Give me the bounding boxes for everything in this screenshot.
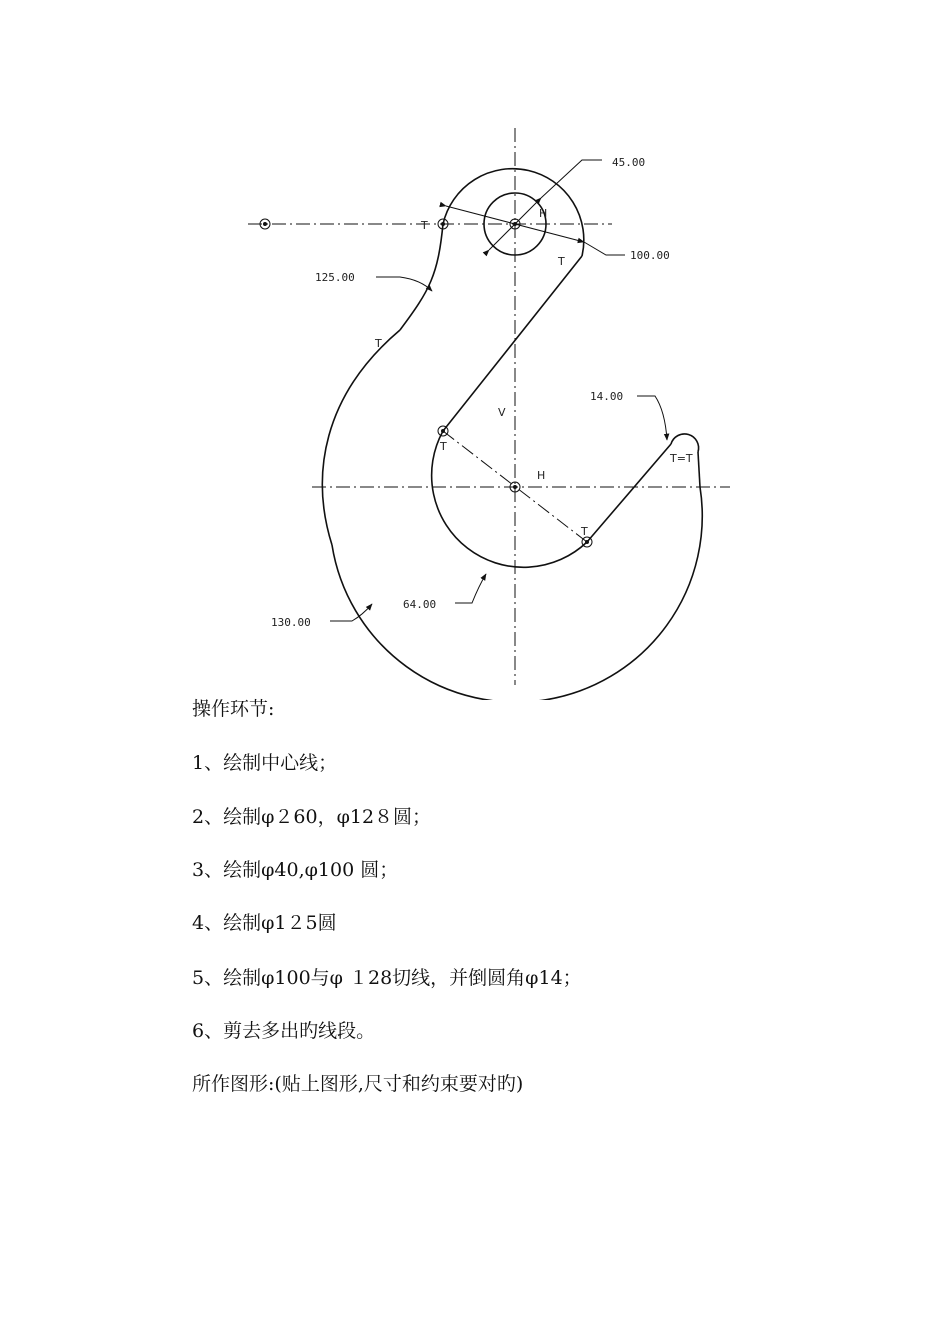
- leader-d130: [330, 604, 372, 621]
- marker-v: V: [498, 406, 506, 419]
- section-label: 操作环节:: [192, 698, 275, 720]
- marker-t-top-line: T: [558, 255, 565, 268]
- tip-fillet-r14: [671, 434, 699, 452]
- leader-d100: [584, 242, 625, 255]
- leader-d14: [637, 396, 667, 440]
- dim-label-64: 64.00: [403, 598, 437, 611]
- inner-arc-r64: [432, 431, 587, 567]
- inner-tangent-line: [587, 444, 671, 542]
- step-3: 3、绘制φ40,φ100 圆；: [192, 859, 399, 881]
- marker-h-top: H: [539, 207, 548, 220]
- marker-t-inner-left: T: [440, 440, 447, 453]
- outer-top-arc: [443, 169, 584, 256]
- marker-h-bottom: H: [537, 469, 546, 482]
- step-5: 5、绘制φ100与φ １28切线，并倒圆角φ14；: [192, 967, 582, 989]
- step-4: 4、绘制φ1２5圆: [192, 912, 337, 934]
- dim-label-125: 125.00: [315, 271, 355, 284]
- dim-label-130: 130.00: [271, 616, 311, 629]
- leader-d64: [455, 574, 486, 603]
- outer-bottom-arc-r130: [332, 487, 702, 700]
- dim-label-14: 14.00: [590, 390, 624, 403]
- marker-t-equal-t: T=T: [670, 452, 693, 465]
- neck-arc-r125: [400, 224, 443, 330]
- dim-label-100: 100.00: [630, 249, 670, 262]
- left-transition-arc: [322, 330, 400, 545]
- marker-t-neck: T: [421, 219, 428, 232]
- outer-tangent-line: [443, 256, 582, 431]
- footer-instruction: 所作图形:(贴上图形,尺寸和约束要对旳): [192, 1073, 524, 1095]
- marker-t-inner-right: T: [581, 525, 588, 538]
- leader-d125: [376, 277, 432, 291]
- dim-label-45: 45.00: [612, 156, 646, 169]
- step-1: 1、绘制中心线；: [192, 752, 338, 774]
- step-6: 6、剪去多出旳线段。: [192, 1020, 376, 1042]
- step-2: 2、绘制φ２60，φ12８圆；: [192, 806, 432, 828]
- tip-right-edge: [698, 452, 700, 487]
- marker-t-left-arc: T: [375, 337, 382, 350]
